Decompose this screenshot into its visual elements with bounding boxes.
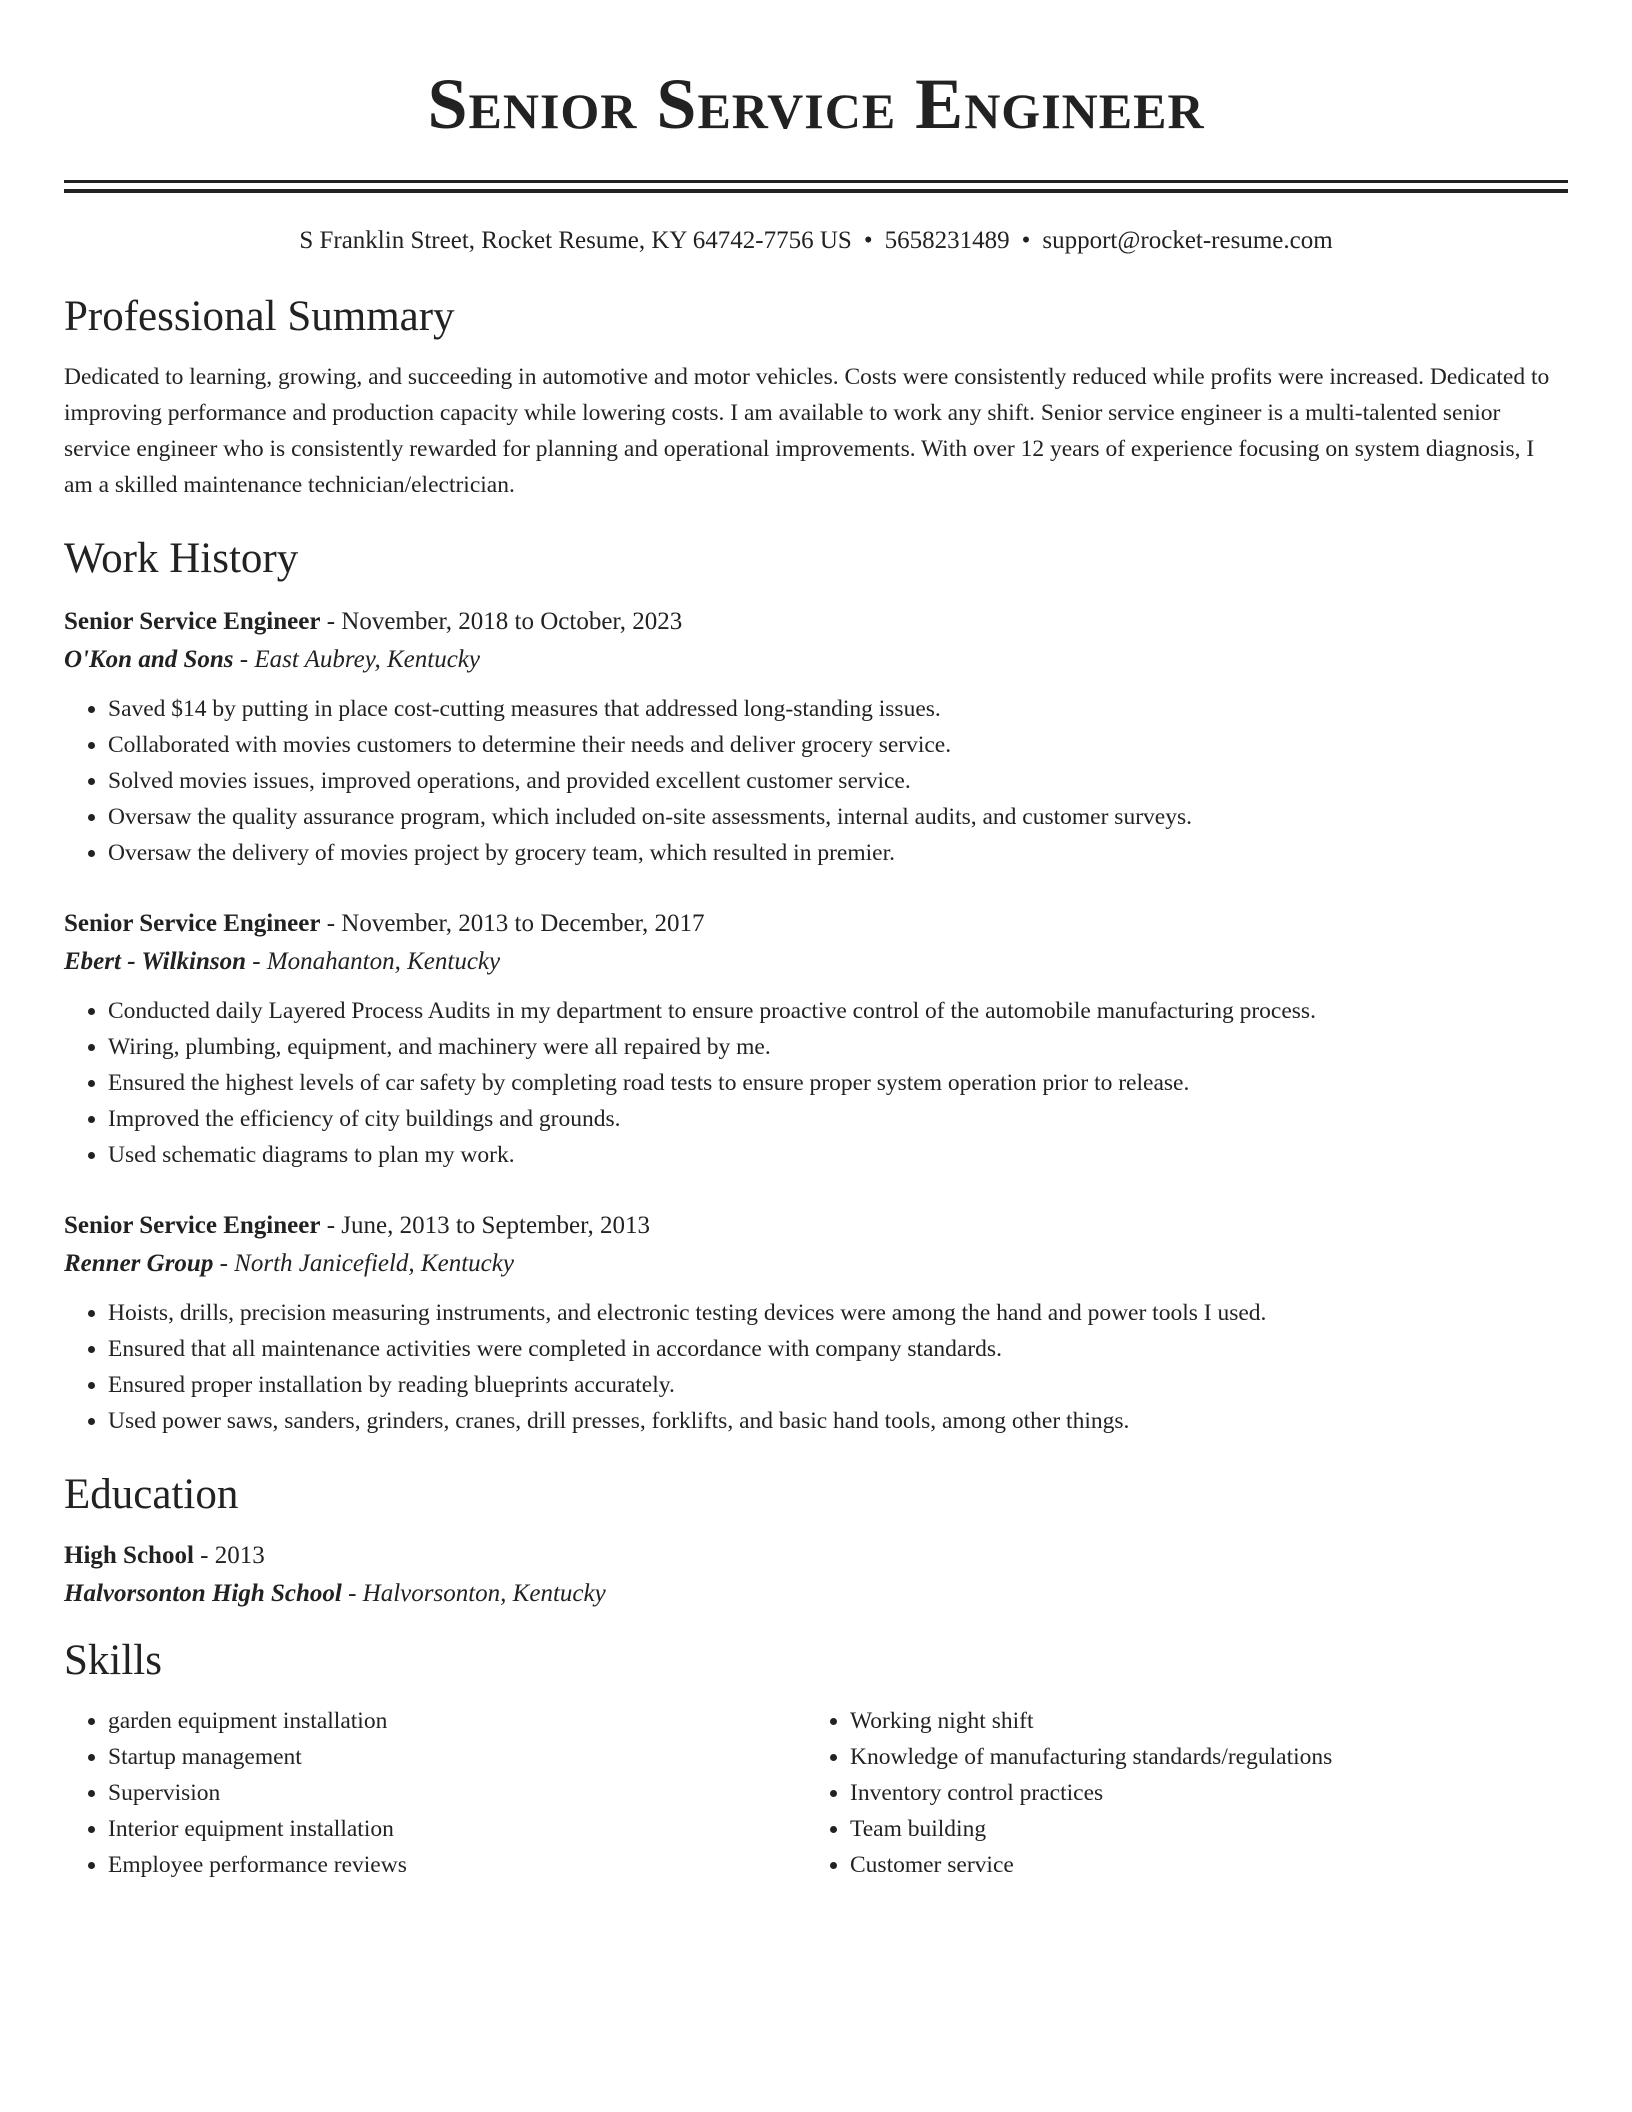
work-history-section-title: Work History bbox=[64, 535, 299, 582]
contact-line bbox=[64, 223, 1568, 259]
job-bullet: • Wiring, plumbing, equipment, and machinery were all repaired by me. bbox=[108, 1029, 1568, 1065]
job-employer bbox=[64, 641, 1568, 679]
skill-item: • Startup management bbox=[108, 1739, 806, 1775]
header-double-rule bbox=[64, 180, 1568, 193]
skills-column-left bbox=[64, 1703, 806, 1883]
education-institution bbox=[64, 1575, 1568, 1613]
job-company: Ebert - Wilkinson bbox=[64, 948, 246, 975]
skill-item: • Customer service bbox=[850, 1847, 1548, 1883]
job-heading bbox=[64, 603, 1568, 641]
job-dates: - November, 2018 to October, 2023 bbox=[320, 608, 683, 635]
skills-section-title: Skills bbox=[64, 1637, 162, 1684]
job-employer bbox=[64, 943, 1568, 981]
skills-list bbox=[806, 1703, 1548, 1883]
job-bullet: • Collaborated with movies customers to determine their needs and deliver grocery service. bbox=[108, 727, 1568, 763]
job-heading bbox=[64, 1207, 1568, 1245]
job-bullet: • Hoists, drills, precision measuring instruments, and electronic testing devices were among the hand and power tools I used. bbox=[108, 1295, 1568, 1331]
job-location: - Monahanton, Kentucky bbox=[246, 948, 501, 975]
job-bullet: • Oversaw the quality assurance program, which included on-site assessments, internal audits, and customer surveys. bbox=[108, 799, 1568, 835]
contact-separator: • bbox=[863, 227, 873, 254]
job-bullet: • Ensured proper installation by reading blueprints accurately. bbox=[108, 1367, 1568, 1403]
job-location: - North Janicefield, Kentucky bbox=[213, 1250, 514, 1277]
education-year: - 2013 bbox=[193, 1542, 265, 1569]
contact-email: support@rocket-resume.com bbox=[1042, 227, 1333, 254]
job-bullet: • Ensured that all maintenance activities were completed in accordance with company standards. bbox=[108, 1331, 1568, 1367]
resume-name-heading: Senior Service Engineer bbox=[427, 64, 1205, 144]
job-company: O'Kon and Sons bbox=[64, 646, 234, 673]
education-entry bbox=[64, 1537, 1568, 1613]
skill-item: • Supervision bbox=[108, 1775, 806, 1811]
job-bullet: • Used schematic diagrams to plan my work. bbox=[108, 1137, 1568, 1173]
skill-item: • garden equipment installation bbox=[108, 1703, 806, 1739]
job-bullet-list bbox=[64, 691, 1568, 871]
job-bullet: • Solved movies issues, improved operations, and provided excellent customer service. bbox=[108, 763, 1568, 799]
job-position: Senior Service Engineer bbox=[64, 608, 321, 635]
skills-grid bbox=[64, 1703, 1568, 1883]
job-company: Renner Group bbox=[64, 1250, 214, 1277]
skills-list bbox=[64, 1703, 806, 1883]
job-bullet-list bbox=[64, 1295, 1568, 1439]
education-degree: High School bbox=[64, 1542, 194, 1569]
education-heading bbox=[64, 1537, 1568, 1575]
job-bullet: • Oversaw the delivery of movies project by grocery team, which resulted in premier. bbox=[108, 835, 1568, 871]
job-entry bbox=[64, 603, 1568, 871]
education-section-title: Education bbox=[64, 1471, 239, 1518]
job-dates: - November, 2013 to December, 2017 bbox=[320, 910, 705, 937]
job-position: Senior Service Engineer bbox=[64, 1212, 321, 1239]
job-bullet: • Improved the efficiency of city buildings and grounds. bbox=[108, 1101, 1568, 1137]
contact-phone: 5658231489 bbox=[884, 227, 1010, 254]
contact-separator: • bbox=[1021, 227, 1031, 254]
job-entry bbox=[64, 1207, 1568, 1439]
skills-column-right bbox=[806, 1703, 1548, 1883]
education-school: Halvorsonton High School bbox=[64, 1580, 342, 1607]
job-bullet: • Conducted daily Layered Process Audits in my department to ensure proactive control of the automobile manufacturing process. bbox=[108, 993, 1568, 1029]
job-entry bbox=[64, 905, 1568, 1173]
job-bullet: • Ensured the highest levels of car safety by completing road tests to ensure proper system operation prior to release. bbox=[108, 1065, 1568, 1101]
skill-item: • Interior equipment installation bbox=[108, 1811, 806, 1847]
skill-item: • Team building bbox=[850, 1811, 1548, 1847]
contact-address: S Franklin Street, Rocket Resume, KY 64742-7756 US bbox=[299, 227, 852, 254]
job-employer bbox=[64, 1245, 1568, 1283]
job-location: - East Aubrey, Kentucky bbox=[233, 646, 480, 673]
job-bullet: • Used power saws, sanders, grinders, cranes, drill presses, forklifts, and basic hand tools, among other things. bbox=[108, 1403, 1568, 1439]
job-position: Senior Service Engineer bbox=[64, 910, 321, 937]
job-bullet-list bbox=[64, 993, 1568, 1173]
skill-item: • Working night shift bbox=[850, 1703, 1548, 1739]
summary-section-title: Professional Summary bbox=[64, 293, 455, 340]
skill-item: • Inventory control practices bbox=[850, 1775, 1548, 1811]
education-location: - Halvorsonton, Kentucky bbox=[341, 1580, 606, 1607]
job-bullet: • Saved $14 by putting in place cost-cutting measures that addressed long-standing issues. bbox=[108, 691, 1568, 727]
job-heading bbox=[64, 905, 1568, 943]
skill-item: • Employee performance reviews bbox=[108, 1847, 806, 1883]
skill-item: • Knowledge of manufacturing standards/regulations bbox=[850, 1739, 1548, 1775]
summary-text: Dedicated to learning, growing, and succeeding in automotive and motor vehicles. Costs were consistently reduced while profits were increased. Dedicated to improving performance and production capacity while lowering costs. I am available to work any shift. Senior service engineer is a multi-talented senior service engineer who is consistently rewarded for planning and operational improvements. With over 12 years of experience focusing on system diagnosis, I am a skilled maintenance technician/electrician. bbox=[64, 364, 1550, 498]
job-dates: - June, 2013 to September, 2013 bbox=[320, 1212, 650, 1239]
